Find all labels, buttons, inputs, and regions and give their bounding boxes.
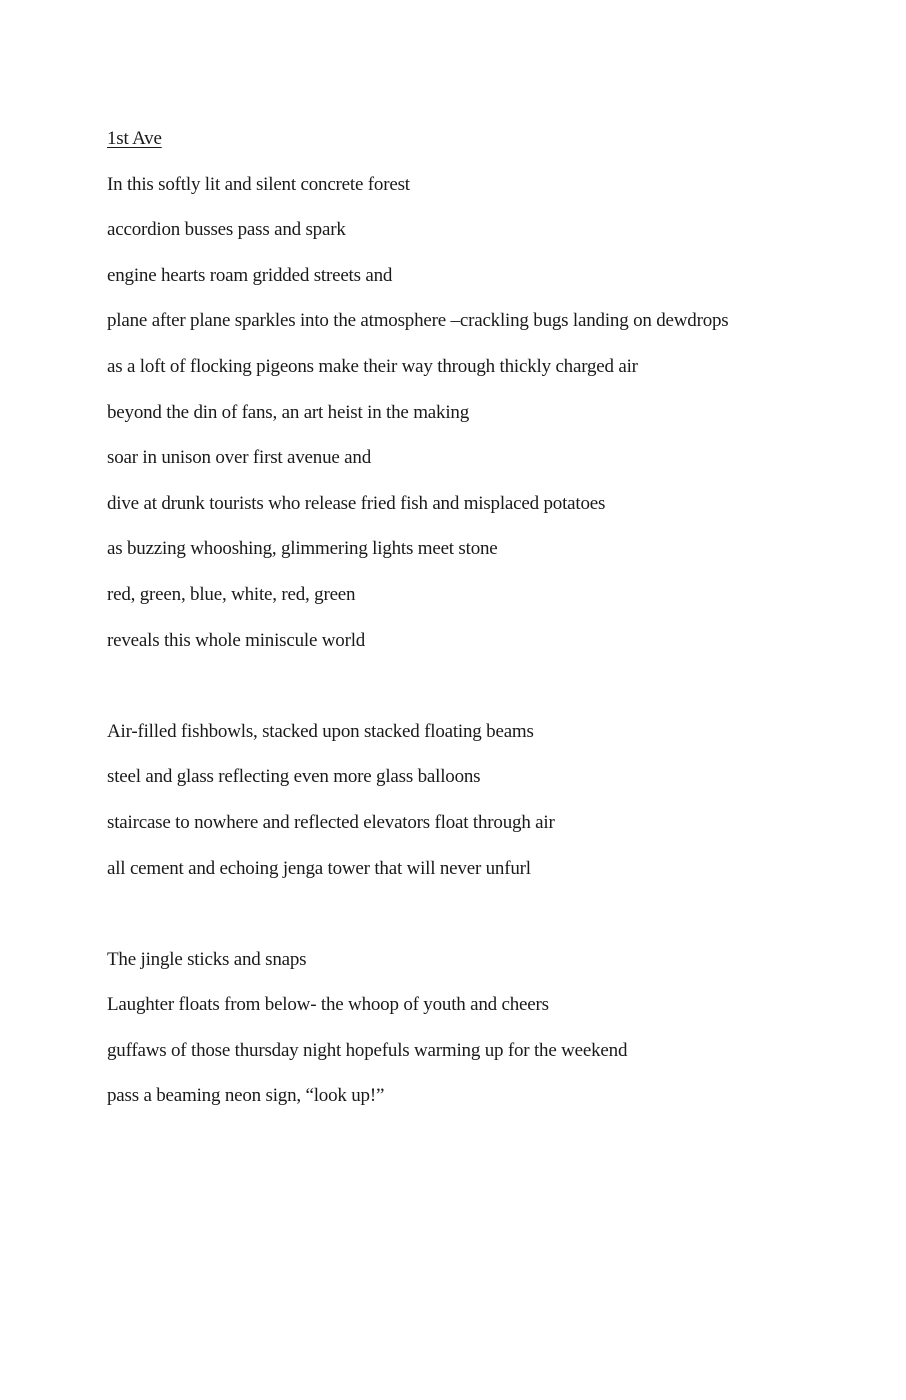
poem-line: Laughter floats from below- the whoop of youth and cheers [107,994,549,1016]
poem-line: plane after plane sparkles into the atmosphere –crackling bugs landing on dewdrops [107,310,729,332]
poem-line: beyond the din of fans, an art heist in the making [107,401,469,423]
poem-line: steel and glass reflecting even more glass balloons [107,766,481,788]
stanza-2 [107,714,867,896]
poem-line: reveals this whole miniscule world [107,629,366,651]
poem-line: guffaws of those thursday night hopefuls warming up for the weekend [107,1039,628,1061]
poem-title: 1st Ave [107,128,162,149]
stanza-3 [107,942,867,1124]
poem-line: dive at drunk tourists who release fried fish and misplaced potatoes [107,492,606,514]
stanza-1 [107,167,867,669]
poem-line: accordion busses pass and spark [107,219,346,241]
poem-line: as buzzing whooshing, glimmering lights meet stone [107,538,498,560]
poem-line: as a loft of flocking pigeons make their way through thickly charged air [107,355,638,377]
poem-line: In this softly lit and silent concrete forest [107,173,410,195]
poem-document [107,121,867,1124]
poem-line: The jingle sticks and snaps [107,948,307,970]
poem-line: red, green, blue, white, red, green [107,583,356,605]
poem-line: engine hearts roam gridded streets and [107,264,393,286]
poem-line: pass a beaming neon sign, “look up!” [107,1085,385,1107]
poem-line: all cement and echoing jenga tower that will never unfurl [107,857,531,879]
poem-line: soar in unison over first avenue and [107,447,372,469]
poem-line: Air-filled fishbowls, stacked upon stacked floating beams [107,720,534,742]
poem-line: staircase to nowhere and reflected elevators float through air [107,811,555,833]
